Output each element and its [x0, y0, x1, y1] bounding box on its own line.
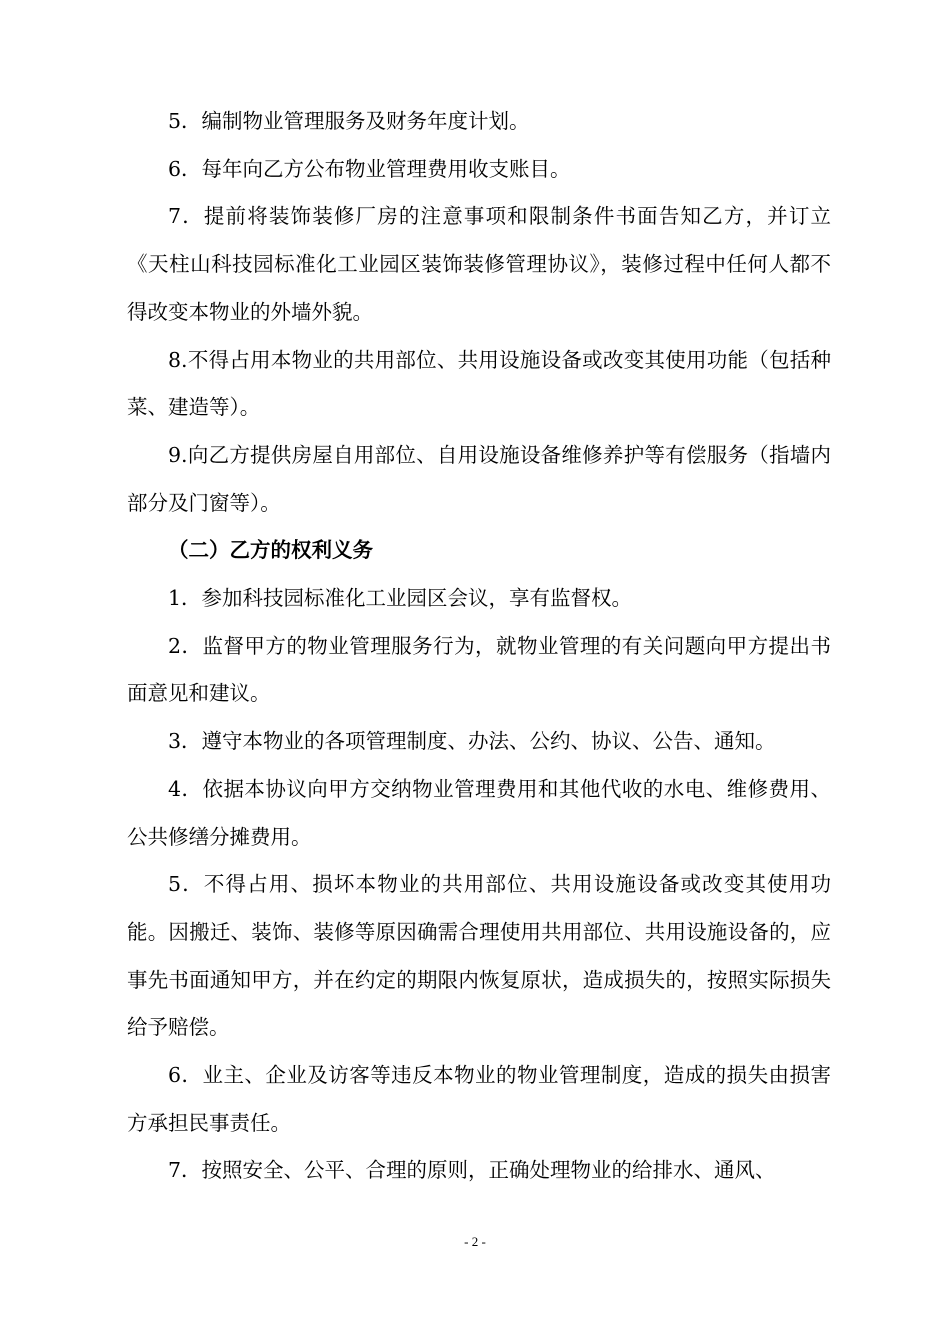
paragraph-b-item-1: 1．参加科技园标准化工业园区会议，享有监督权。: [168, 586, 633, 611]
document-body: [127, 98, 831, 1195]
paragraph-b-item-6: 6．业主、企业及访客等违反本物业的物业管理制度，造成的损失由损害方承担民事责任。: [127, 1063, 831, 1135]
paragraph-b-item-7: 7．按照安全、公平、合理的原则，正确处理物业的给排水、通风、: [168, 1158, 776, 1183]
page-number: - 2 -: [464, 1234, 486, 1249]
paragraph-item-6: 6．每年向乙方公布物业管理费用收支账目。: [168, 156, 571, 181]
paragraph-item-8: 8.不得占用本物业的共用部位、共用设施设备或改变其使用功能（包括种菜、建造等）。: [127, 347, 831, 420]
section-heading: （二）乙方的权利义务: [168, 538, 373, 563]
paragraph-b-item-2: 2．监督甲方的物业管理服务行为，就物业管理的有关问题向甲方提出书面意见和建议。: [127, 633, 831, 706]
paragraph-item-7: 7．提前将装饰装修厂房的注意事项和限制条件书面告知乙方，并订立《天柱山科技园标准化工业园区装饰装修管理协议》，装修过程中任何人都不得改变本物业的外墙外貌。: [127, 204, 831, 324]
paragraph-b-item-5: 5．不得占用、损坏本物业的共用部位、共用设施设备或改变其使用功能。因搬迁、装饰、装修等原因确需合理使用共用部位、共用设施设备的，应事先书面通知甲方，并在约定的期限内恢复原状，造成损失的，按照实际损失给予赔偿。: [127, 872, 831, 1040]
paragraph-b-item-4: 4．依据本协议向甲方交纳物业管理费用和其他代收的水电、维修费用、公共修缮分摊费用。: [127, 776, 831, 849]
paragraph-item-5: 5．编制物业管理服务及财务年度计划。: [168, 109, 530, 133]
paragraph-b-item-3: 3．遵守本物业的各项管理制度、办法、公约、协议、公告、通知。: [168, 729, 776, 754]
paragraph-item-9: 9.向乙方提供房屋自用部位、自用设施设备维修养护等有偿服务（指墙内部分及门窗等）。: [127, 442, 831, 515]
